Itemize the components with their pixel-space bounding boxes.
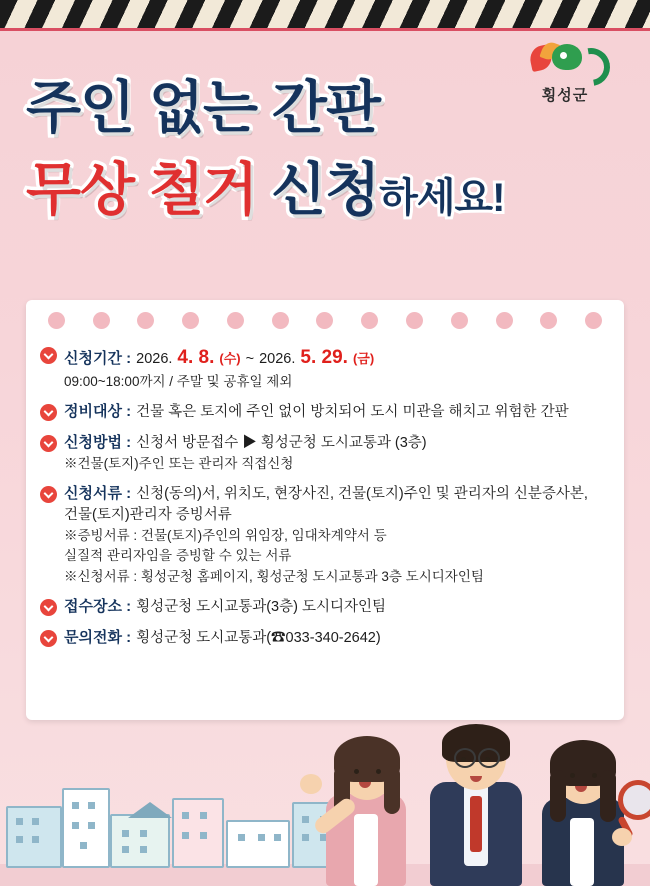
info-row-method [40, 432, 612, 474]
character-eye [485, 757, 490, 762]
period-tilde: ~ [245, 351, 255, 367]
character-arm [612, 828, 632, 846]
building-roof [128, 802, 172, 818]
headline-line-1: 주인 없는 간판 [26, 76, 381, 140]
row-label: 문의전화 : [64, 628, 132, 646]
character-hair-side [550, 770, 566, 822]
character-eye [570, 773, 575, 778]
character-man-in-suit [416, 696, 536, 886]
period-start-date: 4. 8. [177, 347, 215, 368]
headline-block [26, 78, 626, 226]
character-hair-side [384, 766, 400, 814]
period-end-weekday: (금) [352, 351, 375, 366]
punch-hole [585, 312, 602, 329]
headline-line-2 [26, 144, 626, 226]
character-necktie [470, 796, 482, 852]
info-row-phone [40, 627, 612, 649]
row-label: 신청서류 : [64, 485, 132, 503]
character-eye [354, 769, 359, 774]
building [110, 814, 170, 868]
documents-note-2: 실질적 관리자임을 증빙할 수 있는 서류 [64, 548, 292, 564]
period-start-year: 2026. [136, 351, 173, 367]
punch-hole [540, 312, 557, 329]
punch-hole [272, 312, 289, 329]
row-label: 신청기간 : [64, 350, 132, 367]
character-hair-side [600, 770, 616, 822]
punch-hole [182, 312, 199, 329]
row-label: 신청방법 : [64, 433, 132, 451]
documents-note-1: ※증빙서류 : 건물(토지)주인의 위임장, 임대차계약서 등 [64, 528, 387, 544]
period-end-year: 2026. [259, 351, 296, 367]
punch-hole-row [26, 312, 624, 329]
punch-hole [48, 312, 65, 329]
punch-hole [227, 312, 244, 329]
magnifier-icon [618, 780, 650, 820]
character-eye [461, 757, 466, 762]
punch-hole [137, 312, 154, 329]
building [62, 788, 110, 868]
row-value: 횡성군청 도시교통과(☎033-340-2642) [136, 629, 381, 646]
punch-hole [496, 312, 513, 329]
character-eye [376, 769, 381, 774]
mascot-characters [312, 696, 642, 886]
info-row-location [40, 596, 612, 618]
row-label: 접수장소 : [64, 597, 132, 615]
check-circle-icon [40, 404, 57, 421]
info-row-documents [40, 483, 612, 587]
building [172, 798, 224, 868]
documents-note-3: ※신청서류 : 횡성군청 홈페이지, 횡성군청 도시교통과 3층 도시디자인팀 [64, 568, 484, 584]
punch-hole [451, 312, 468, 329]
building [6, 806, 62, 868]
check-circle-icon [40, 347, 57, 364]
headline-red-text: 무상 철거 [26, 158, 258, 223]
info-row-application-period [40, 344, 612, 392]
headline-navy-text: 신청 [271, 158, 380, 223]
character-woman-pointing [312, 711, 422, 886]
county-emblem-icon [528, 40, 602, 82]
county-logo-label: 횡성군 [541, 87, 589, 104]
character-inner-shirt [354, 814, 378, 886]
info-card [26, 300, 624, 720]
check-circle-icon [40, 630, 57, 647]
info-row-target [40, 401, 612, 423]
character-eye [592, 773, 597, 778]
period-hours-note: 09:00~18:00까지 / 주말 및 공휴일 제외 [64, 373, 293, 389]
punch-hole [406, 312, 423, 329]
punch-hole [316, 312, 333, 329]
documents-line-2: 건물(토지)관리자 증빙서류 [64, 507, 232, 524]
row-value: 신청서 방문접수 ▶ 횡성군청 도시교통과 (3층) [136, 434, 427, 451]
row-value: 건물 혹은 토지에 주인 없이 방치되어 도시 미관을 해치고 위험한 간판 [136, 403, 569, 420]
row-label: 정비대상 : [64, 402, 132, 420]
check-circle-icon [40, 599, 57, 616]
building [226, 820, 290, 868]
info-rows [40, 344, 612, 658]
character-inner-shirt [570, 818, 594, 886]
method-note: ※건물(토지)주인 또는 관리자 직접신청 [64, 455, 294, 471]
headline-tail-text: 하세요! [379, 176, 505, 221]
check-circle-icon [40, 486, 57, 503]
period-end-date: 5. 29. [300, 347, 348, 368]
character-woman-with-magnifier [526, 716, 642, 886]
period-start-weekday: (수) [219, 351, 241, 366]
character-pointing-hand [300, 774, 322, 794]
punch-hole [93, 312, 110, 329]
hazard-stripe-banner [0, 0, 650, 31]
row-value: 횡성군청 도시교통과(3층) 도시디자인팀 [136, 598, 387, 615]
row-value: 신청(동의)서, 위치도, 현장사진, 건물(토지)주인 및 관리자의 신분증사본, [136, 486, 588, 503]
punch-hole [361, 312, 378, 329]
check-circle-icon [40, 435, 57, 452]
